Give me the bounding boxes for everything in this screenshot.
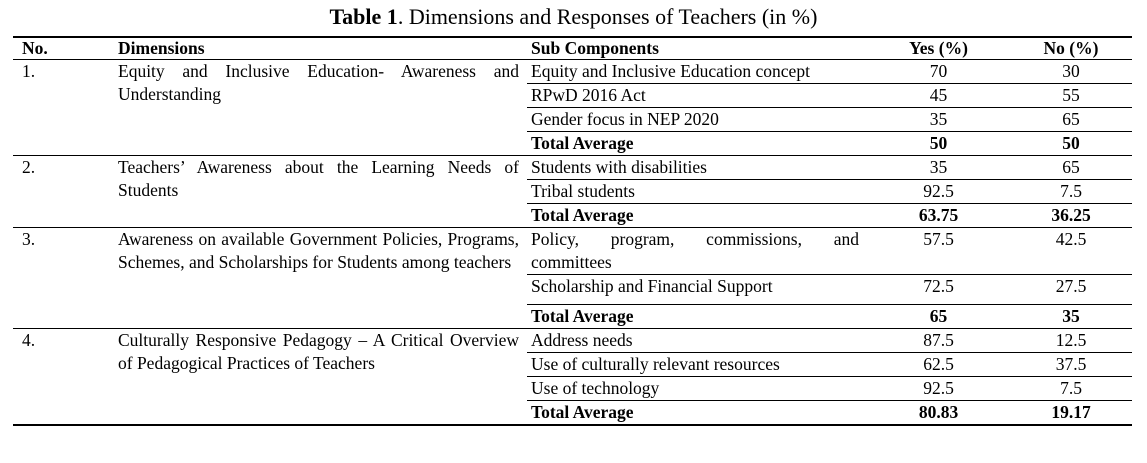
group-dimension: Awareness on available Government Policies, Programs, Schemes, and Scholarships for Students among teachers	[118, 228, 527, 329]
sub-component: Use of technology	[527, 377, 867, 401]
total-average-label: Total Average	[527, 204, 867, 228]
no-value: 65	[1010, 156, 1132, 180]
sub-component: Students with disabilities	[527, 156, 867, 180]
total-yes-value: 50	[867, 132, 1010, 156]
table-row	[13, 156, 1132, 180]
dimensions-table	[13, 36, 1132, 426]
header-sub-components: Sub Components	[527, 37, 867, 60]
header-dimensions: Dimensions	[118, 37, 527, 60]
total-average-label: Total Average	[527, 305, 867, 329]
total-no-value: 35	[1010, 305, 1132, 329]
yes-value: 92.5	[867, 377, 1010, 401]
no-value: 27.5	[1010, 275, 1132, 305]
header-no: No.	[13, 37, 118, 60]
total-yes-value: 63.75	[867, 204, 1010, 228]
total-average-label: Total Average	[527, 401, 867, 426]
group-dimension: Equity and Inclusive Education- Awareness and Understanding	[118, 60, 527, 156]
yes-value: 70	[867, 60, 1010, 84]
group-dimension: Teachers’ Awareness about the Learning Needs of Students	[118, 156, 527, 228]
yes-value: 45	[867, 84, 1010, 108]
total-no-value: 19.17	[1010, 401, 1132, 426]
table-row	[13, 228, 1132, 275]
total-yes-value: 80.83	[867, 401, 1010, 426]
table-row	[13, 329, 1132, 353]
yes-value: 92.5	[867, 180, 1010, 204]
no-value: 37.5	[1010, 353, 1132, 377]
no-value: 55	[1010, 84, 1132, 108]
total-average-label: Total Average	[527, 132, 867, 156]
no-value: 30	[1010, 60, 1132, 84]
group-number: 4.	[13, 329, 118, 426]
group-number: 2.	[13, 156, 118, 228]
total-yes-value: 65	[867, 305, 1010, 329]
no-value: 12.5	[1010, 329, 1132, 353]
sub-component: Policy, program, commissions, and committees	[527, 228, 867, 275]
group-number: 1.	[13, 60, 118, 156]
table-row	[13, 60, 1132, 84]
group-dimension: Culturally Responsive Pedagogy – A Critical Overview of Pedagogical Practices of Teachers	[118, 329, 527, 426]
group-number: 3.	[13, 228, 118, 329]
sub-component: Gender focus in NEP 2020	[527, 108, 867, 132]
sub-component: Scholarship and Financial Support	[527, 275, 867, 305]
sub-component: Tribal students	[527, 180, 867, 204]
no-value: 42.5	[1010, 228, 1132, 275]
yes-value: 35	[867, 156, 1010, 180]
no-value: 7.5	[1010, 180, 1132, 204]
table-caption	[0, 4, 1147, 30]
table-caption-label: Table 1	[329, 4, 398, 29]
no-value: 65	[1010, 108, 1132, 132]
sub-component: Equity and Inclusive Education concept	[527, 60, 867, 84]
yes-value: 87.5	[867, 329, 1010, 353]
yes-value: 57.5	[867, 228, 1010, 275]
yes-value: 62.5	[867, 353, 1010, 377]
table-caption-text: . Dimensions and Responses of Teachers (in %)	[397, 4, 818, 29]
sub-component: Address needs	[527, 329, 867, 353]
header-yes: Yes (%)	[867, 37, 1010, 60]
yes-value: 35	[867, 108, 1010, 132]
sub-component: RPwD 2016 Act	[527, 84, 867, 108]
total-no-value: 36.25	[1010, 204, 1132, 228]
no-value: 7.5	[1010, 377, 1132, 401]
total-no-value: 50	[1010, 132, 1132, 156]
yes-value: 72.5	[867, 275, 1010, 305]
header-no-percent: No (%)	[1010, 37, 1132, 60]
header-row	[13, 37, 1132, 60]
sub-component: Use of culturally relevant resources	[527, 353, 867, 377]
